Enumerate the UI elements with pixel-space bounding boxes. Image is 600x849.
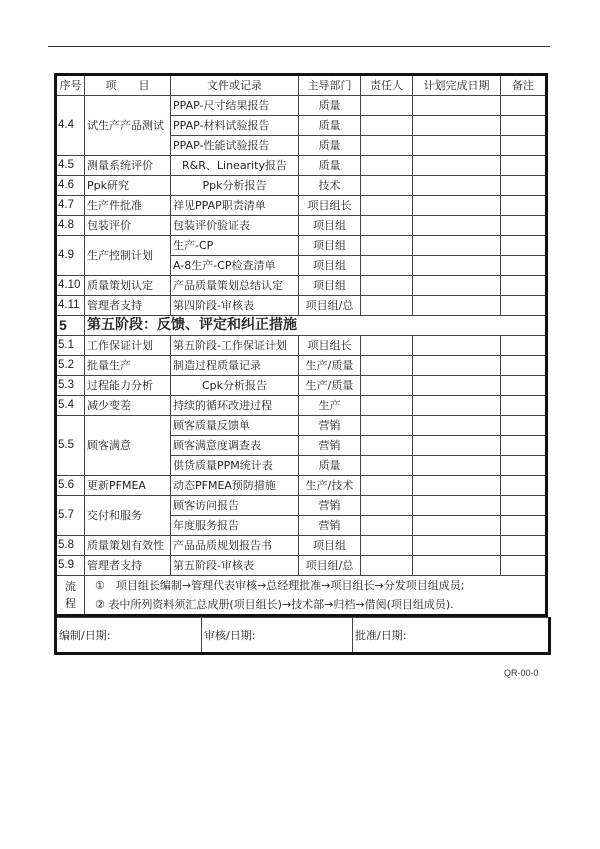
remarks-field[interactable] xyxy=(501,296,547,316)
section-title: 第五阶段：反馈、评定和纠正措施 xyxy=(85,316,547,336)
section-header-row xyxy=(56,316,547,336)
record-document: 包装评价验证表 xyxy=(171,216,299,236)
record-document: 顾客质量反馈单 xyxy=(171,416,299,436)
owner-field[interactable] xyxy=(361,516,413,536)
remarks-field[interactable] xyxy=(501,116,547,136)
table-row xyxy=(56,336,547,356)
item-number: 4.8 xyxy=(56,216,85,236)
owner-field[interactable] xyxy=(361,196,413,216)
col-header-remarks: 备注 xyxy=(501,75,547,96)
owner-field[interactable] xyxy=(361,156,413,176)
lead-department: 质量 xyxy=(299,116,361,136)
item-name: 管理者支持 xyxy=(85,296,171,316)
record-document: A-8生产-CP检查清单 xyxy=(171,256,299,276)
record-document: PPAP-尺寸结果报告 xyxy=(171,96,299,116)
owner-field[interactable] xyxy=(361,96,413,116)
item-number: 4.9 xyxy=(56,236,85,276)
remarks-field[interactable] xyxy=(501,436,547,456)
record-document: 产品品质规划报告书 xyxy=(171,536,299,556)
lead-department: 营销 xyxy=(299,516,361,536)
table-row xyxy=(56,96,547,116)
item-name: 顾客满意 xyxy=(85,416,171,476)
owner-field[interactable] xyxy=(361,496,413,516)
lead-department: 生产 xyxy=(299,396,361,416)
due-date-field[interactable] xyxy=(413,496,501,516)
table-row xyxy=(56,376,547,396)
item-number: 4.4 xyxy=(56,96,85,156)
item-name: 减少变差 xyxy=(85,396,171,416)
flow-label-2: 程 xyxy=(65,597,76,610)
lead-department: 营销 xyxy=(299,436,361,456)
record-document: 顾客满意度调查表 xyxy=(171,436,299,456)
record-document: 供货质量PPM统计表 xyxy=(171,456,299,476)
due-date-field[interactable] xyxy=(413,336,501,356)
lead-department: 生产/质量 xyxy=(299,356,361,376)
lead-department: 技术 xyxy=(299,176,361,196)
remarks-field[interactable] xyxy=(501,516,547,536)
section-number: 5 xyxy=(56,316,85,336)
table-row xyxy=(56,536,547,556)
due-date-field[interactable] xyxy=(413,96,501,116)
table-row xyxy=(56,216,547,236)
record-document: 年度服务报告 xyxy=(171,516,299,536)
remarks-field[interactable] xyxy=(501,556,547,576)
due-date-field[interactable] xyxy=(413,436,501,456)
record-document: 顾客访问报告 xyxy=(171,496,299,516)
item-name: 批量生产 xyxy=(85,356,171,376)
due-date-field[interactable] xyxy=(413,256,501,276)
lead-department: 生产/质量 xyxy=(299,376,361,396)
item-number: 4.6 xyxy=(56,176,85,196)
table-row xyxy=(56,356,547,376)
item-number: 5.2 xyxy=(56,356,85,376)
planning-form xyxy=(54,73,548,655)
due-date-field[interactable] xyxy=(413,156,501,176)
owner-field[interactable] xyxy=(361,356,413,376)
lead-department: 项目组 xyxy=(299,536,361,556)
item-number: 4.7 xyxy=(56,196,85,216)
item-name: 生产控制计划 xyxy=(85,236,171,276)
due-date-field[interactable] xyxy=(413,476,501,496)
table-row xyxy=(56,296,547,316)
reviewed-by-date-field[interactable]: 审核/日期: xyxy=(202,618,353,654)
item-name: 过程能力分析 xyxy=(85,376,171,396)
table-row xyxy=(56,196,547,216)
item-name: 管理者支持 xyxy=(85,556,171,576)
header-row xyxy=(56,75,547,96)
remarks-field[interactable] xyxy=(501,256,547,276)
record-document: PPAP-性能试验报告 xyxy=(171,136,299,156)
item-name: 质量策划认定 xyxy=(85,276,171,296)
item-number: 4.10 xyxy=(56,276,85,296)
record-document: 祥见PPAP职责清单 xyxy=(171,196,299,216)
remarks-field[interactable] xyxy=(501,336,547,356)
remarks-field[interactable] xyxy=(501,536,547,556)
owner-field[interactable] xyxy=(361,556,413,576)
due-date-field[interactable] xyxy=(413,296,501,316)
remarks-field[interactable] xyxy=(501,396,547,416)
owner-field[interactable] xyxy=(361,396,413,416)
col-header-due-date: 计划完成日期 xyxy=(413,75,501,96)
flow-row xyxy=(56,595,547,616)
owner-field[interactable] xyxy=(361,536,413,556)
record-document: 产品质量策划总结认定 xyxy=(171,276,299,296)
item-name: 试生产产品测试 xyxy=(85,96,171,156)
remarks-field[interactable] xyxy=(501,496,547,516)
record-document: 持续的循环改进过程 xyxy=(171,396,299,416)
lead-department: 营销 xyxy=(299,496,361,516)
record-document: 第五阶段-审核表 xyxy=(171,556,299,576)
flow-step-1: ① 项目组长编制→管理代表审核→总经理批准→项目组长→分发项目组成员; xyxy=(85,576,547,596)
owner-field[interactable] xyxy=(361,476,413,496)
flow-row xyxy=(56,576,547,596)
lead-department: 质量 xyxy=(299,96,361,116)
record-document: Cpk分析报告 xyxy=(171,376,299,396)
item-number: 5.3 xyxy=(56,376,85,396)
owner-field[interactable] xyxy=(361,336,413,356)
signature-table xyxy=(54,617,551,655)
owner-field[interactable] xyxy=(361,456,413,476)
remarks-field[interactable] xyxy=(501,476,547,496)
record-document: PPAP-材料试验报告 xyxy=(171,116,299,136)
col-header-records: 文件或记录 xyxy=(171,75,299,96)
col-header-item: 项 目 xyxy=(85,75,171,96)
lead-department: 项目组 xyxy=(299,236,361,256)
record-document: Ppk分析报告 xyxy=(171,176,299,196)
owner-field[interactable] xyxy=(361,116,413,136)
owner-field[interactable] xyxy=(361,296,413,316)
item-number: 5.5 xyxy=(56,416,85,476)
lead-department: 项目组 xyxy=(299,256,361,276)
remarks-field[interactable] xyxy=(501,96,547,116)
form-code: QR-00-0 xyxy=(504,668,539,678)
due-date-field[interactable] xyxy=(413,376,501,396)
remarks-field[interactable] xyxy=(501,136,547,156)
owner-field[interactable] xyxy=(361,176,413,196)
remarks-field[interactable] xyxy=(501,176,547,196)
item-name: 更新PFMEA xyxy=(85,476,171,496)
due-date-field[interactable] xyxy=(413,196,501,216)
remarks-field[interactable] xyxy=(501,356,547,376)
owner-field[interactable] xyxy=(361,136,413,156)
lead-department: 营销 xyxy=(299,416,361,436)
lead-department: 生产/技术 xyxy=(299,476,361,496)
due-date-field[interactable] xyxy=(413,116,501,136)
prepared-by-date-field[interactable]: 编制/日期: xyxy=(56,618,202,654)
header-rule xyxy=(48,46,550,47)
due-date-field[interactable] xyxy=(413,176,501,196)
item-name: 生产件批准 xyxy=(85,196,171,216)
due-date-field[interactable] xyxy=(413,356,501,376)
remarks-field[interactable] xyxy=(501,196,547,216)
item-number: 4.11 xyxy=(56,296,85,316)
lead-department: 项目组长 xyxy=(299,336,361,356)
col-header-owner: 责任人 xyxy=(361,75,413,96)
item-number: 5.8 xyxy=(56,536,85,556)
owner-field[interactable] xyxy=(361,236,413,256)
due-date-field[interactable] xyxy=(413,456,501,476)
owner-field[interactable] xyxy=(361,256,413,276)
remarks-field[interactable] xyxy=(501,416,547,436)
remarks-field[interactable] xyxy=(501,456,547,476)
item-number: 5.9 xyxy=(56,556,85,576)
due-date-field[interactable] xyxy=(413,556,501,576)
owner-field[interactable] xyxy=(361,436,413,456)
table-row xyxy=(56,276,547,296)
table-row xyxy=(56,156,547,176)
lead-department: 质量 xyxy=(299,156,361,176)
due-date-field[interactable] xyxy=(413,536,501,556)
phase-table xyxy=(54,73,548,617)
col-header-dept: 主导部门 xyxy=(299,75,361,96)
record-document: 第四阶段-审核表 xyxy=(171,296,299,316)
lead-department: 项目组 xyxy=(299,276,361,296)
item-name: 交付和服务 xyxy=(85,496,171,536)
remarks-field[interactable] xyxy=(501,156,547,176)
due-date-field[interactable] xyxy=(413,416,501,436)
item-number: 5.6 xyxy=(56,476,85,496)
record-document: R&R、Linearity报告 xyxy=(171,156,299,176)
remarks-field[interactable] xyxy=(501,376,547,396)
table-row xyxy=(56,556,547,576)
due-date-field[interactable] xyxy=(413,236,501,256)
record-document: 制造过程质量记录 xyxy=(171,356,299,376)
lead-department: 项目组/总 xyxy=(299,556,361,576)
lead-department: 项目组长 xyxy=(299,196,361,216)
due-date-field[interactable] xyxy=(413,516,501,536)
table-row xyxy=(56,236,547,256)
col-header-no: 序号 xyxy=(56,75,85,96)
due-date-field[interactable] xyxy=(413,396,501,416)
table-row xyxy=(56,416,547,436)
item-number: 5.7 xyxy=(56,496,85,536)
due-date-field[interactable] xyxy=(413,216,501,236)
table-row xyxy=(56,496,547,516)
remarks-field[interactable] xyxy=(501,276,547,296)
lead-department: 项目组 xyxy=(299,216,361,236)
record-document: 动态PFMEA预防措施 xyxy=(171,476,299,496)
table-row xyxy=(56,176,547,196)
due-date-field[interactable] xyxy=(413,136,501,156)
remarks-field[interactable] xyxy=(501,236,547,256)
due-date-field[interactable] xyxy=(413,276,501,296)
table-row xyxy=(56,396,547,416)
approved-by-date-field[interactable]: 批准/日期: xyxy=(353,618,550,654)
item-name: Ppk研究 xyxy=(85,176,171,196)
flow-label-1: 流 xyxy=(65,580,76,593)
table-row xyxy=(56,476,547,496)
record-document: 第五阶段-工作保证计划 xyxy=(171,336,299,356)
item-number: 4.5 xyxy=(56,156,85,176)
item-name: 包装评价 xyxy=(85,216,171,236)
owner-field[interactable] xyxy=(361,416,413,436)
flow-step-2: ② 表中所列资料须汇总成册(项目组长)→技术部→归档→借阅(项目组成员). xyxy=(85,595,547,616)
remarks-field[interactable] xyxy=(501,216,547,236)
owner-field[interactable] xyxy=(361,276,413,296)
owner-field[interactable] xyxy=(361,216,413,236)
flow-label xyxy=(56,576,85,616)
record-document: 生产-CP xyxy=(171,236,299,256)
item-name: 质量策划有效性 xyxy=(85,536,171,556)
item-number: 5.4 xyxy=(56,396,85,416)
lead-department: 质量 xyxy=(299,136,361,156)
item-name: 测量系统评价 xyxy=(85,156,171,176)
item-name: 工作保证计划 xyxy=(85,336,171,356)
lead-department: 质量 xyxy=(299,456,361,476)
lead-department: 项目组/总 xyxy=(299,296,361,316)
owner-field[interactable] xyxy=(361,376,413,396)
item-number: 5.1 xyxy=(56,336,85,356)
